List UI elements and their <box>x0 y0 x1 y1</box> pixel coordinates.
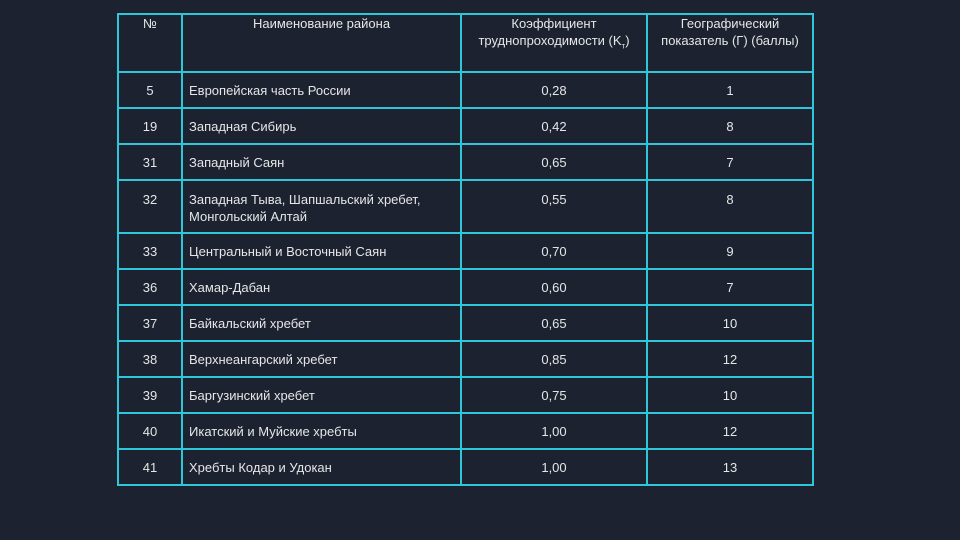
cell-num: 38 <box>118 341 182 377</box>
cell-num: 40 <box>118 413 182 449</box>
cell-name: Западная Сибирь <box>182 108 461 144</box>
cell-num: 32 <box>118 180 182 233</box>
cell-name: Икатский и Муйские хребты <box>182 413 461 449</box>
table-row <box>118 180 813 233</box>
cell-coef: 0,60 <box>461 269 647 305</box>
cell-coef: 0,75 <box>461 377 647 413</box>
cell-geo: 12 <box>647 413 813 449</box>
table-row <box>118 108 813 144</box>
cell-num: 33 <box>118 233 182 269</box>
cell-name: Западный Саян <box>182 144 461 180</box>
header-coef-close: ) <box>625 33 630 48</box>
cell-num: 19 <box>118 108 182 144</box>
cell-geo: 8 <box>647 180 813 233</box>
header-name: Наименование района <box>182 14 461 72</box>
header-num: № <box>118 14 182 72</box>
header-coef <box>461 14 647 72</box>
regions-table <box>117 13 814 486</box>
table-header-row <box>118 14 813 72</box>
cell-coef: 0,65 <box>461 305 647 341</box>
table-row <box>118 377 813 413</box>
cell-num: 36 <box>118 269 182 305</box>
cell-geo: 7 <box>647 269 813 305</box>
table-row <box>118 72 813 108</box>
cell-coef: 0,65 <box>461 144 647 180</box>
cell-coef: 0,28 <box>461 72 647 108</box>
cell-num: 31 <box>118 144 182 180</box>
cell-coef: 1,00 <box>461 413 647 449</box>
cell-coef: 0,70 <box>461 233 647 269</box>
cell-num: 39 <box>118 377 182 413</box>
cell-num: 41 <box>118 449 182 485</box>
table-row <box>118 144 813 180</box>
table-row <box>118 305 813 341</box>
cell-name: Европейская часть России <box>182 72 461 108</box>
table-row <box>118 413 813 449</box>
table-row <box>118 269 813 305</box>
cell-geo: 7 <box>647 144 813 180</box>
table-row <box>118 341 813 377</box>
cell-name: Баргузинский хребет <box>182 377 461 413</box>
cell-name: Байкальский хребет <box>182 305 461 341</box>
cell-coef: 0,42 <box>461 108 647 144</box>
cell-name: Хребты Кодар и Удокан <box>182 449 461 485</box>
cell-geo: 8 <box>647 108 813 144</box>
cell-name: Хамар-Дабан <box>182 269 461 305</box>
cell-name: Верхнеангарский хребет <box>182 341 461 377</box>
cell-geo: 13 <box>647 449 813 485</box>
cell-coef: 1,00 <box>461 449 647 485</box>
header-geo: Географический показатель (Г) (баллы) <box>647 14 813 72</box>
cell-geo: 12 <box>647 341 813 377</box>
cell-geo: 10 <box>647 305 813 341</box>
cell-name: Западная Тыва, Шапшальский хребет, Монгольский Алтай <box>182 180 461 233</box>
table-row <box>118 233 813 269</box>
cell-geo: 1 <box>647 72 813 108</box>
cell-num: 37 <box>118 305 182 341</box>
cell-coef: 0,85 <box>461 341 647 377</box>
cell-num: 5 <box>118 72 182 108</box>
cell-geo: 9 <box>647 233 813 269</box>
cell-geo: 10 <box>647 377 813 413</box>
header-coef-text: Коэффициент труднопроходимости (K <box>478 16 622 48</box>
header-coef-subscript: т <box>621 41 626 51</box>
cell-coef: 0,55 <box>461 180 647 233</box>
table-row <box>118 449 813 485</box>
cell-name: Центральный и Восточный Саян <box>182 233 461 269</box>
